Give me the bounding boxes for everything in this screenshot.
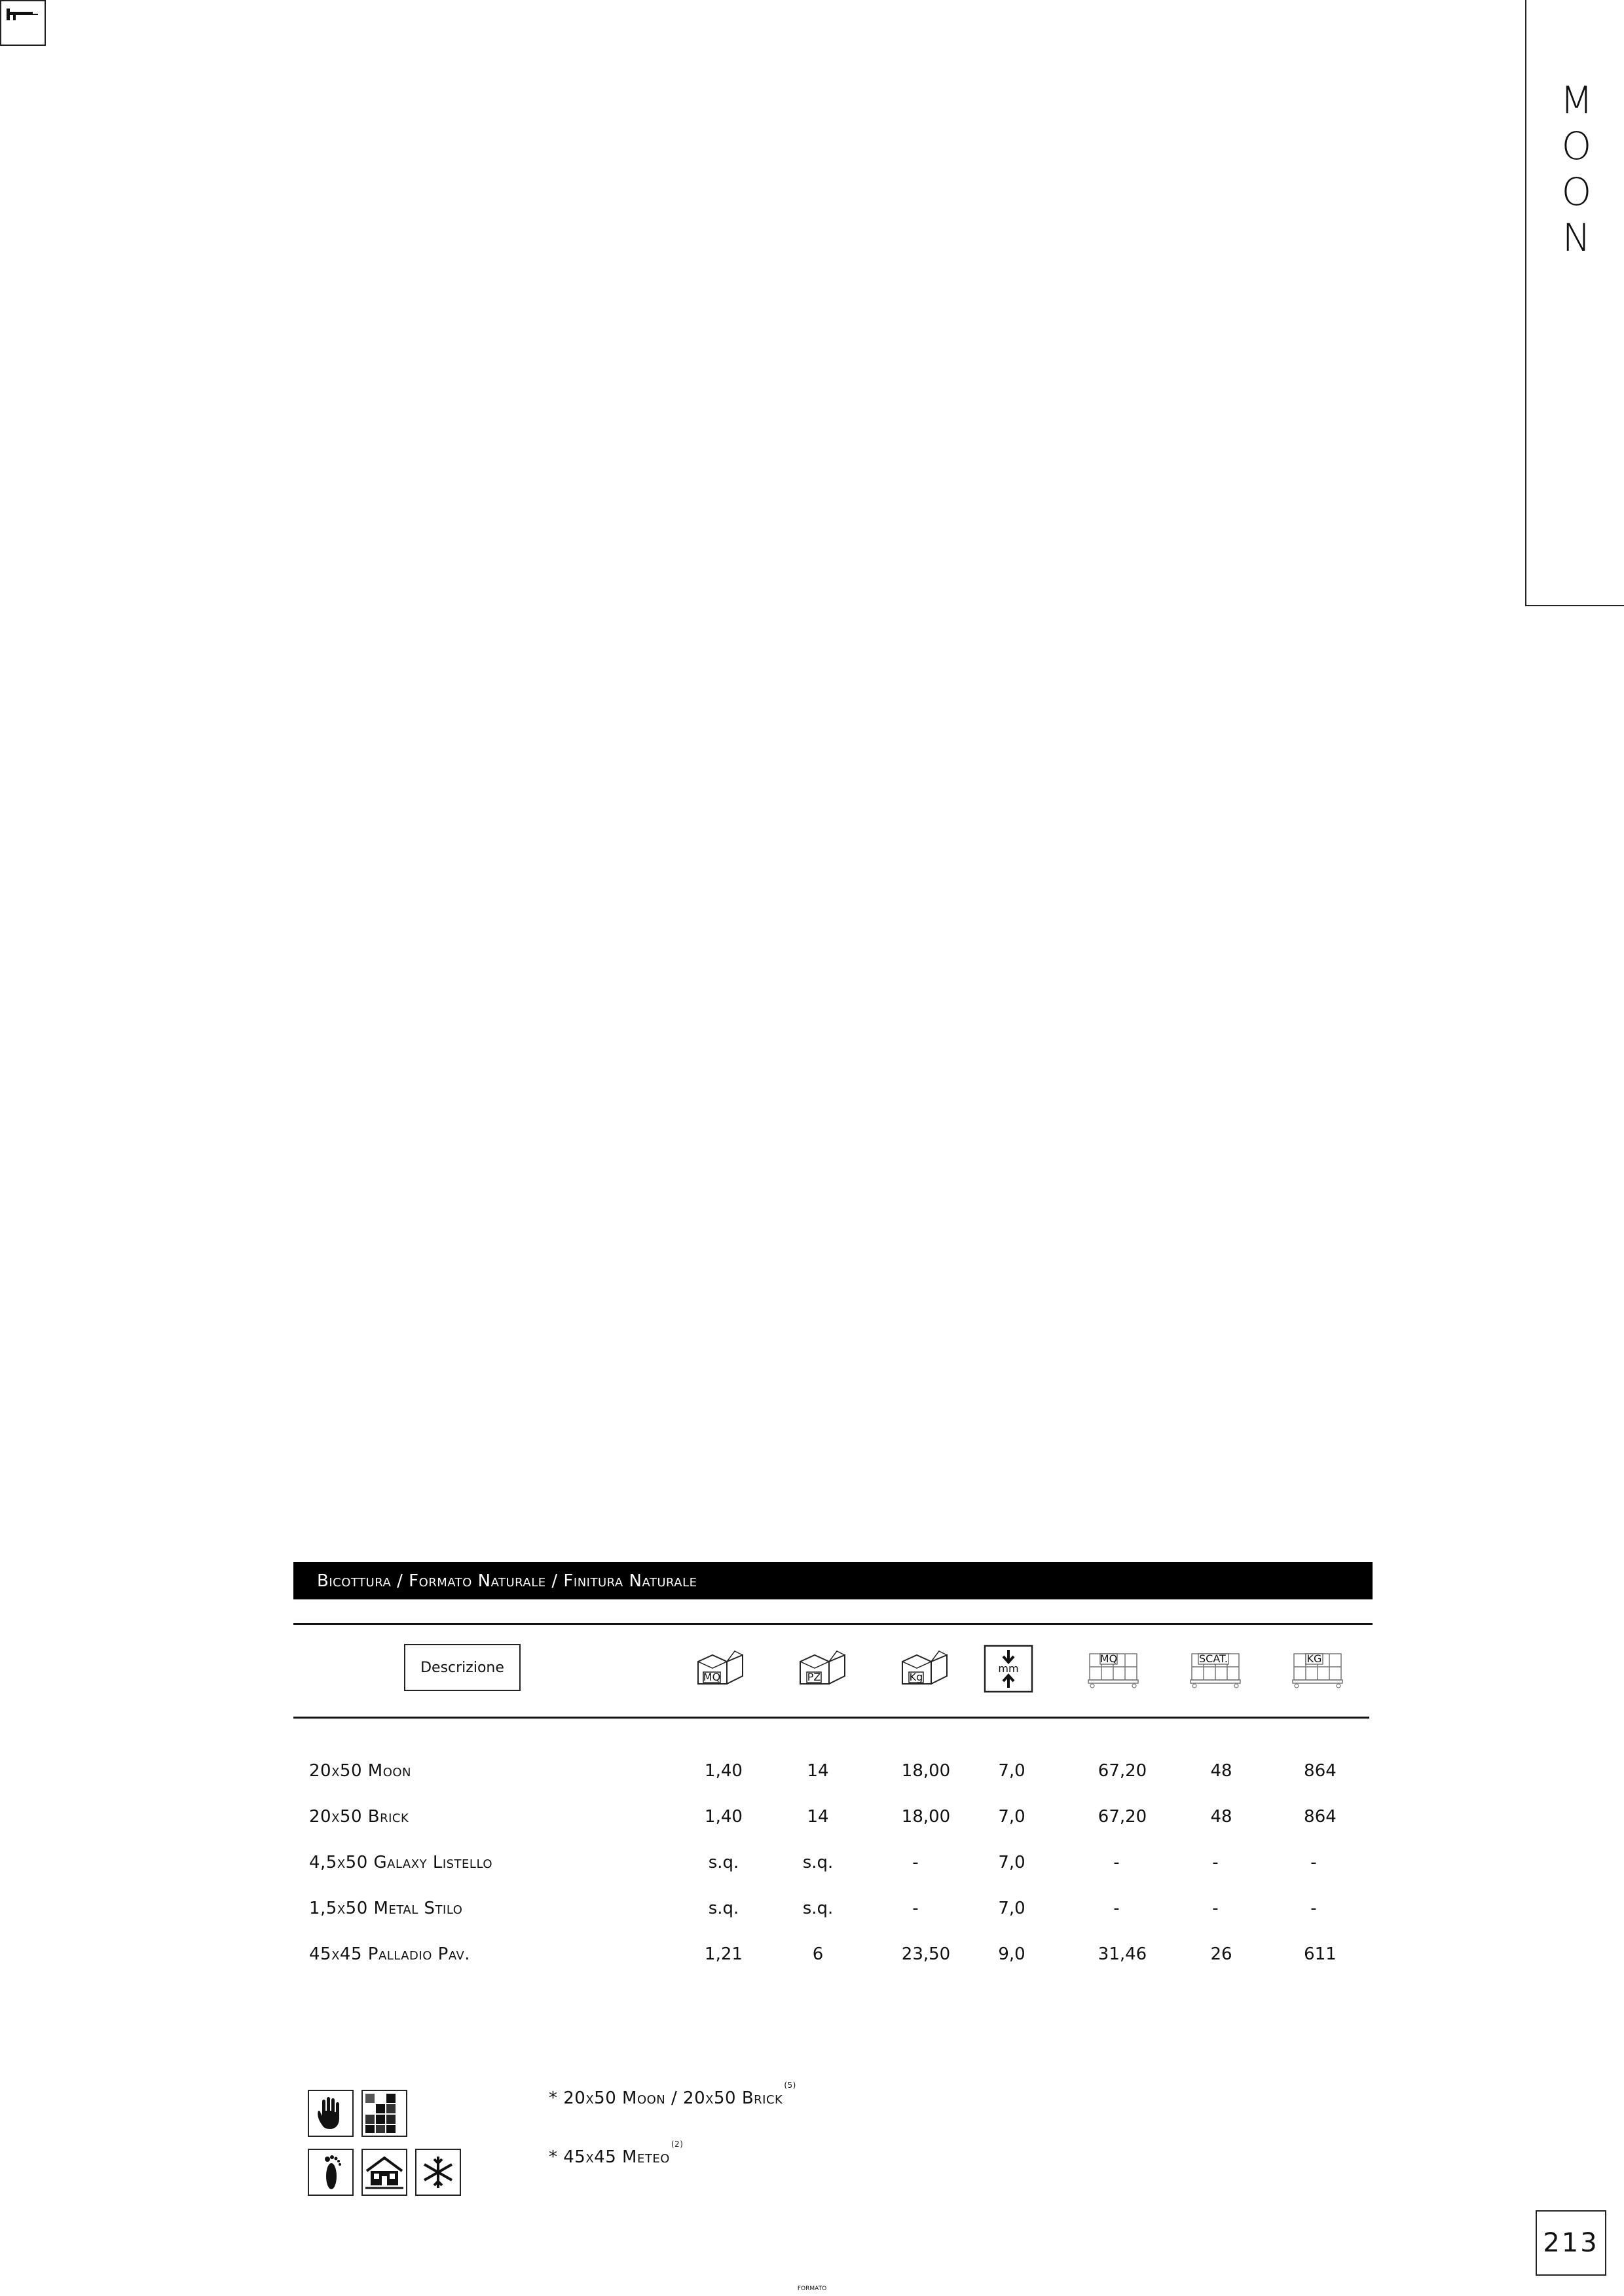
page-number bbox=[1536, 2210, 1606, 2276]
cell-mq: s.q. bbox=[708, 1899, 739, 1918]
table-row bbox=[0, 1761, 1624, 1787]
kg-box-icon bbox=[897, 1649, 956, 1690]
series-title-box bbox=[1525, 0, 1624, 606]
format-name: 4,5x50 Galaxy Listello bbox=[309, 1853, 493, 1872]
series-title-letter: M bbox=[1560, 78, 1593, 122]
shade-variation-icon bbox=[361, 2090, 407, 2137]
pallet-kg-icon bbox=[1290, 1649, 1349, 1690]
cell-pallet-kg: 864 bbox=[1304, 1761, 1337, 1781]
cell-pz: 14 bbox=[807, 1761, 829, 1781]
note-text: * 20x50 Moon / 20x50 Brick bbox=[549, 2088, 783, 2108]
pallet-kg-label: KG bbox=[1306, 1652, 1322, 1665]
formato-label: FORMATO bbox=[797, 2286, 827, 2292]
cell-kg: - bbox=[912, 1853, 919, 1872]
cell-mq: 1,40 bbox=[705, 1761, 743, 1781]
page-number-text: 213 bbox=[1543, 2228, 1599, 2258]
kg-box-label: Kg bbox=[909, 1671, 923, 1683]
cell-mm: 7,0 bbox=[998, 1761, 1025, 1781]
divider-bottom bbox=[293, 1717, 1369, 1719]
cell-pallet-mq: - bbox=[1113, 1899, 1120, 1918]
series-title-letter: O bbox=[1561, 124, 1592, 168]
cell-pallet-kg: - bbox=[1310, 1899, 1317, 1918]
cell-pallet-scat: 48 bbox=[1210, 1761, 1232, 1781]
note-text: * 45x45 Meteo bbox=[549, 2147, 670, 2167]
note-superscript: (5) bbox=[784, 2081, 796, 2090]
descrizione-header bbox=[404, 1644, 521, 1691]
cell-pallet-mq: - bbox=[1113, 1853, 1120, 1872]
cell-pallet-scat: - bbox=[1212, 1899, 1219, 1918]
cell-kg: 23,50 bbox=[901, 1944, 951, 1964]
cell-pallet-scat: 26 bbox=[1210, 1944, 1232, 1964]
cell-pallet-mq: 67,20 bbox=[1098, 1807, 1147, 1827]
series-title-letter: N bbox=[1562, 215, 1591, 260]
cell-mm: 7,0 bbox=[998, 1853, 1025, 1872]
descrizione-label: Descrizione bbox=[420, 1659, 504, 1676]
cell-pallet-kg: 611 bbox=[1304, 1944, 1337, 1964]
house-icon bbox=[361, 2149, 407, 2196]
table-row bbox=[0, 1944, 1624, 1971]
pz-box-label: PZ bbox=[807, 1671, 821, 1683]
table-row bbox=[0, 1807, 1624, 1833]
cell-mq: 1,21 bbox=[705, 1944, 743, 1964]
thickness-label: mm bbox=[998, 1662, 1019, 1675]
pallet-mq-icon bbox=[1086, 1649, 1145, 1690]
pallet-mq-label: MQ bbox=[1099, 1652, 1118, 1665]
mq-box-icon bbox=[693, 1649, 752, 1690]
cell-kg: 18,00 bbox=[901, 1807, 951, 1827]
cell-mm: 9,0 bbox=[998, 1944, 1025, 1964]
divider-top bbox=[293, 1623, 1373, 1625]
hand-icon bbox=[308, 2090, 354, 2137]
table-row bbox=[0, 1899, 1624, 1925]
pz-box-icon bbox=[795, 1649, 854, 1690]
foot-icon bbox=[308, 2149, 354, 2196]
cell-pz: s.q. bbox=[802, 1899, 834, 1918]
format-name: 20x50 Moon bbox=[309, 1761, 411, 1781]
format-name: 1,5x50 Metal Stilo bbox=[309, 1899, 463, 1918]
cell-mq: s.q. bbox=[708, 1853, 739, 1872]
series-title-letter: O bbox=[1561, 170, 1592, 214]
cell-pz: s.q. bbox=[802, 1853, 834, 1872]
pallet-scat-label: SCAT. bbox=[1199, 1652, 1228, 1665]
note-line bbox=[549, 2140, 684, 2167]
series-title bbox=[1526, 77, 1624, 261]
snowflake-icon bbox=[415, 2149, 461, 2196]
cell-kg: 18,00 bbox=[901, 1761, 951, 1781]
cell-pallet-kg: - bbox=[1310, 1853, 1317, 1872]
mq-box-label: MQ bbox=[703, 1671, 721, 1683]
table-header-bar bbox=[293, 1562, 1373, 1599]
cell-pallet-scat: 48 bbox=[1210, 1807, 1232, 1827]
thickness-icon bbox=[984, 1645, 1033, 1693]
note-superscript: (2) bbox=[671, 2140, 684, 2149]
cell-pallet-kg: 864 bbox=[1304, 1807, 1337, 1827]
cell-pallet-mq: 67,20 bbox=[1098, 1761, 1147, 1781]
cell-pallet-scat: - bbox=[1212, 1853, 1219, 1872]
cell-pz: 14 bbox=[807, 1807, 829, 1827]
cell-mq: 1,40 bbox=[705, 1807, 743, 1827]
table-row bbox=[0, 1853, 1624, 1879]
cell-pz: 6 bbox=[812, 1944, 824, 1964]
cell-mm: 7,0 bbox=[998, 1807, 1025, 1827]
cell-pallet-mq: 31,46 bbox=[1098, 1944, 1147, 1964]
cell-mm: 7,0 bbox=[998, 1899, 1025, 1918]
note-line bbox=[549, 2081, 796, 2108]
table-title: Bicottura / Formato Naturale / Finitura Naturale bbox=[317, 1571, 697, 1591]
format-name: 20x50 Brick bbox=[309, 1807, 409, 1827]
pallet-scat-icon bbox=[1188, 1649, 1247, 1690]
format-name: 45x45 Palladio Pav. bbox=[309, 1944, 471, 1964]
cell-kg: - bbox=[912, 1899, 919, 1918]
